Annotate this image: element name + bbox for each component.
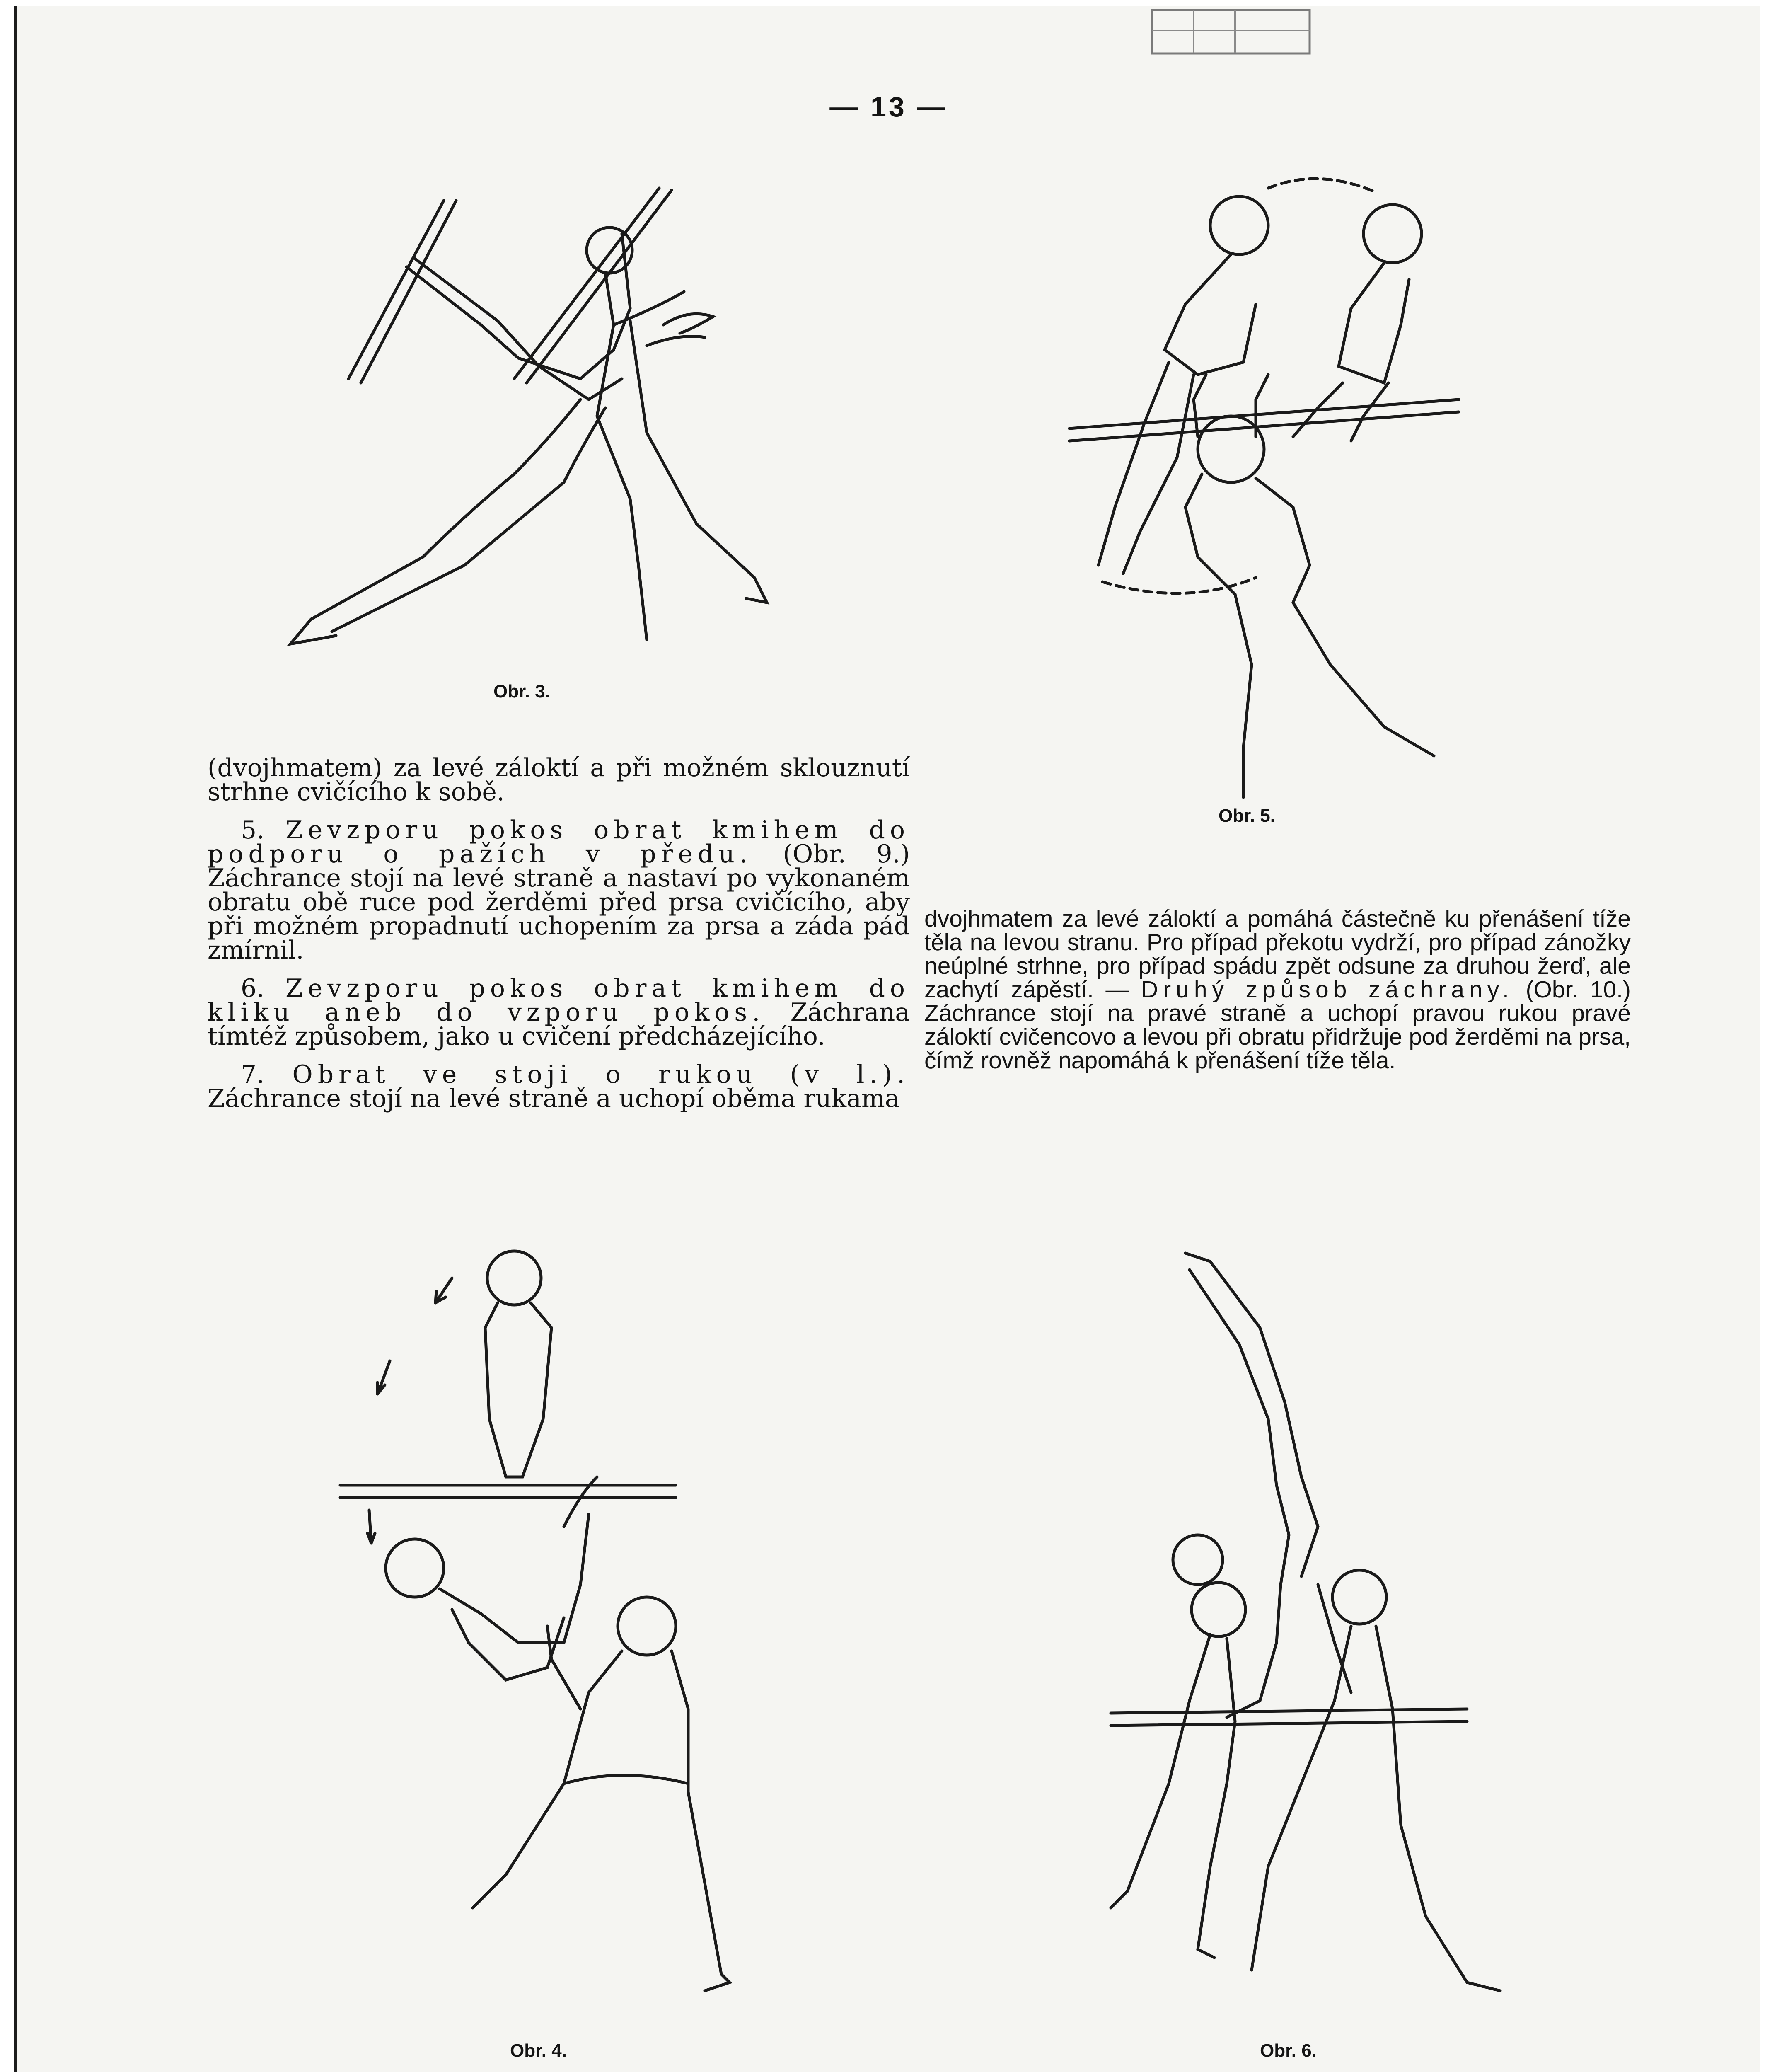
left-paragraph-3 [208,974,910,1051]
left-paragraph-1: (dvojhmatem) za levé záloktí a při možném sklouznutí strhne cvičícího k sobě. [208,753,910,806]
exercise-title-7: Obrat ve stoji o rukou (v l.). [292,1060,910,1089]
figure-5 [1061,167,1666,826]
right-dash: — [1105,976,1129,1003]
item-number-6: 6. [241,974,265,1003]
rescue-method-text: (Obr. 10.) Záchrance stojí na pravé straně a uchopí pravou rukou pravé záloktí cvičencovo a levou při obratu přidržuje pod žerděmi na prsa, čímž rovněž napomáhá k přenášení tíže těla. [924,976,1631,1074]
left-text-column [208,753,910,1125]
exercise-title-5: Zevzporu pokos obrat kmihem do podporu o pažích v předu. [208,816,910,869]
exercise-text-5: (Obr. 9.) Záchrance stojí na levé straně a nastaví po vykonaném obratu obě ruce pod žerděmi před prsa cvičícího, aby při možném propadnutí uchopením za prsa a záda pád zmírnil. [208,840,910,965]
figure-6-caption: Obr. 6. [1260,2041,1317,2061]
item-number-5: 5. [241,816,265,845]
figure-5-illustration [1061,167,1666,818]
rescue-method-title: Druhý způsob záchrany. [1141,976,1514,1003]
exercise-text-7: Záchrance stojí na levé straně a uchopí oběma rukama [208,1084,900,1113]
book-page [14,6,1760,2072]
figure-5-caption: Obr. 5. [1219,806,1275,826]
exercise-text-6: Záchrana tímtéž způsobem, jako u cvičení předcházejícího. [208,998,910,1051]
figure-6 [1102,1245,1558,2061]
left-paragraph-4 [208,1060,910,1113]
right-paragraph-1 [924,907,1631,1072]
left-paragraph-2 [208,816,910,965]
figure-3-caption: Obr. 3. [493,681,550,702]
item-number-7: 7. [241,1060,265,1089]
figure-4-illustration [332,1245,746,2061]
right-text-1: dvojhmatem za levé záloktí a pomáhá částečně ku přenášení tíže těla na levou stranu. Pro případ překotu vydrží, pro případ zánožky neúplné strhne, pro případ spádu zpět odsune za druhou žerď, ale zachytí zápěstí. [924,905,1631,1003]
library-stamp [1144,6,1318,60]
figure-3-illustration [249,184,837,677]
figure-4-caption: Obr. 4. [510,2041,567,2061]
page-number: — 13 — [829,91,948,123]
exercise-title-6: Zevzporu pokos obrat kmihem do kliku aneb do vzporu pokos. [208,974,910,1027]
figure-3 [249,184,837,702]
figure-4 [332,1245,746,2061]
figure-6-illustration [1102,1245,1558,2061]
right-text-column [924,907,1631,1087]
